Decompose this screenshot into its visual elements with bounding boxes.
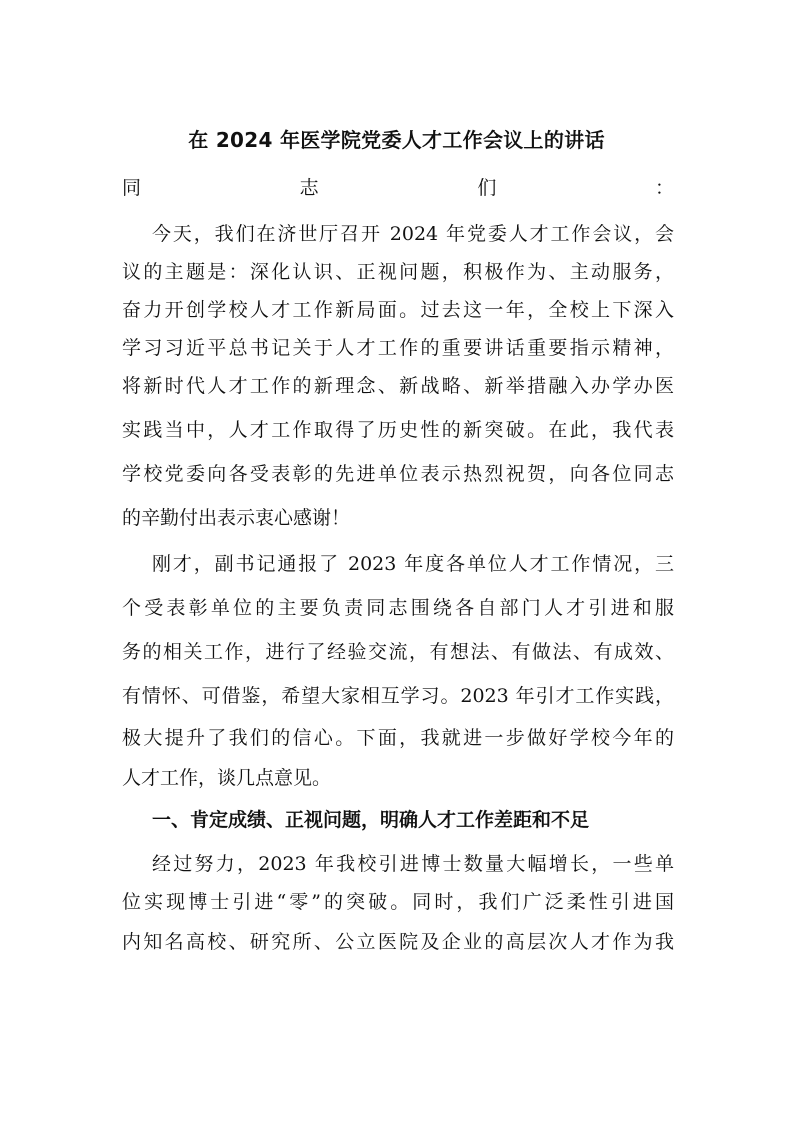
paragraph-1-line-8: 的辛勤付出表示衷心感谢！ bbox=[122, 507, 351, 529]
paragraph-1-line-4: 学习习近平总书记关于人才工作的重要讲话重要指示精神， bbox=[122, 337, 674, 359]
paragraph-1-line-6: 实践当中，人才工作取得了历史性的新突破。在此，我代表 bbox=[122, 419, 674, 441]
paragraph-1-line-5: 将新时代人才工作的新理念、新战略、新举措融入办学办医 bbox=[122, 375, 674, 397]
section-heading-1: 一、肯定成绩、正视问题，明确人才工作差距和不足 bbox=[152, 809, 590, 831]
salutation: 同志们： bbox=[122, 177, 674, 199]
section-paragraph-line-3: 内知名高校、研究所、公立医院及企业的高层次人才作为我 bbox=[122, 931, 674, 953]
paragraph-2-line-4: 有情怀、可借鉴，希望大家相互学习。2023 年引才工作实践， bbox=[122, 685, 674, 707]
section-paragraph-line-2: 位实现博士引进“零”的突破。同时，我们广泛柔性引进国 bbox=[122, 891, 674, 913]
paragraph-2-line-6: 人才工作，谈几点意见。 bbox=[122, 767, 332, 789]
paragraph-2-line-2: 个受表彰单位的主要负责同志围绕各自部门人才引进和服 bbox=[122, 597, 674, 619]
paragraph-1-line-1: 今天，我们在济世厅召开 2024 年党委人才工作会议，会 bbox=[152, 223, 674, 245]
paragraph-2-line-3: 务的相关工作，进行了经验交流，有想法、有做法、有成效、 bbox=[122, 641, 674, 663]
paragraph-1-line-2: 议的主题是：深化认识、正视问题，积极作为、主动服务， bbox=[122, 261, 674, 283]
document-title: 在 2024 年医学院党委人才工作会议上的讲话 bbox=[188, 128, 605, 152]
paragraph-2-line-1: 刚才，副书记通报了 2023 年度各单位人才工作情况，三 bbox=[152, 553, 674, 575]
paragraph-1-line-7: 学校党委向各受表彰的先进单位表示热烈祝贺，向各位同志 bbox=[122, 463, 674, 485]
section-paragraph-line-1: 经过努力，2023 年我校引进博士数量大幅增长，一些单 bbox=[152, 853, 674, 875]
paragraph-2-line-5: 极大提升了我们的信心。下面，我就进一步做好学校今年的 bbox=[122, 727, 674, 749]
paragraph-1-line-3: 奋力开创学校人才工作新局面。过去这一年，全校上下深入 bbox=[122, 299, 674, 321]
